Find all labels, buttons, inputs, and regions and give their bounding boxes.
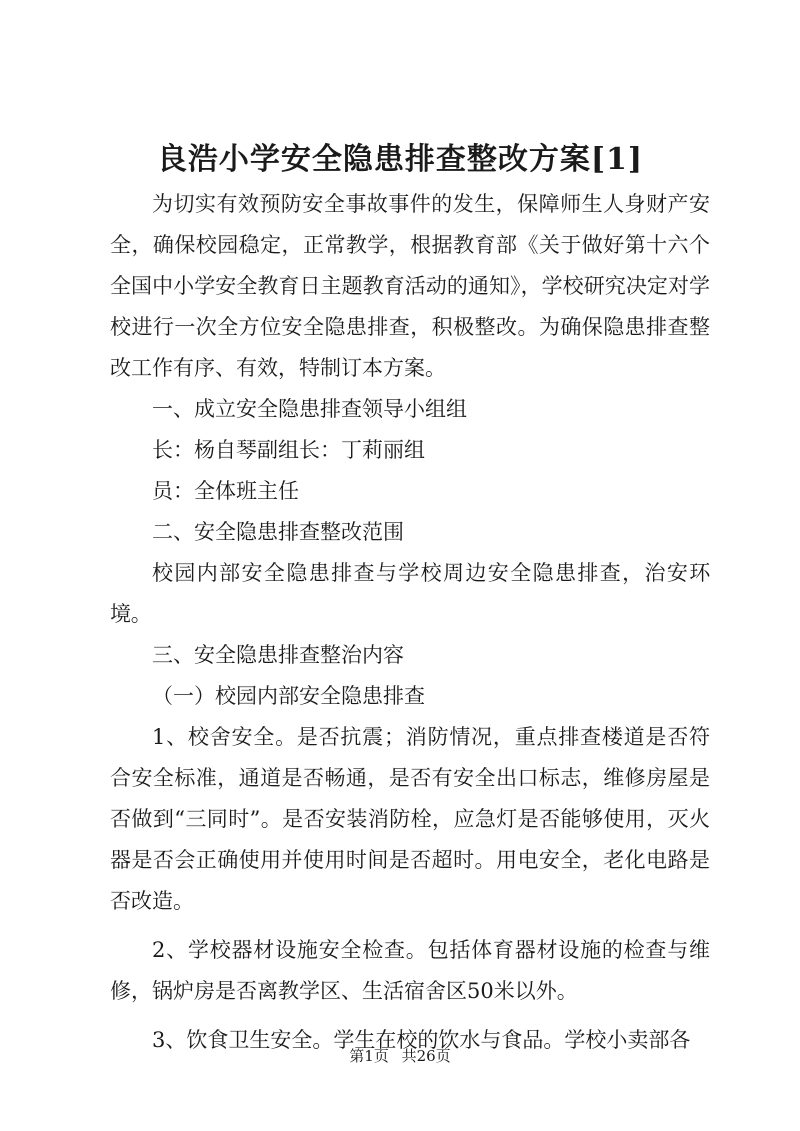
- paragraph-item-2: 2、学校器材设施安全检查。包括体育器材设施的检查与维修，锅炉房是否离教学区、生活宿舍区50米以外。: [110, 938, 710, 1003]
- document-title: 良浩小学安全隐患排查整改方案[1]: [156, 142, 644, 177]
- subsection-heading-1: （一）校园内部安全隐患排查: [152, 684, 425, 708]
- page-footer: [0, 1046, 800, 1066]
- section-heading-1: 一、成立安全隐患排查领导小组组: [152, 397, 467, 421]
- paragraph-intro: 为切实有效预防安全事故事件的发生，保障师生人身财产安全，确保校园稳定，正常教学，根据教育部《关于做好第十六个全国中小学安全教育日主题教育活动的通知》，学校研究决定对学校进行一次全方位安全隐患排查，积极整改。为确保隐患排查整改工作有序、有效，特制订本方案。: [110, 192, 710, 380]
- document-body: [110, 184, 710, 1061]
- paragraph-leader: 长：杨自琴副组长：丁莉丽组: [152, 438, 425, 462]
- section-heading-2: 二、安全隐患排查整改范围: [152, 520, 404, 544]
- paragraph-item-3: 3、饮食卫生安全。学生在校的饮水与食品。学校小卖部各: [152, 1028, 691, 1052]
- page-total: 共26页: [401, 1047, 451, 1065]
- paragraph-scope: 校园内部安全隐患排查与学校周边安全隐患排查，治安环境。: [110, 561, 710, 626]
- section-heading-3: 三、安全隐患排查整治内容: [152, 643, 404, 667]
- paragraph-item-1: 1、校舍安全。是否抗震；消防情况，重点排查楼道是否符合安全标准，通道是否畅通，是否有安全出口标志，维修房屋是否做到“三同时”。是否安装消防栓，应急灯是否能够使用，灭火器是否会正确使用并使用时间是否超时。用电安全，老化电路是否改造。: [110, 725, 710, 913]
- paragraph-members: 员：全体班主任: [152, 479, 299, 503]
- page-number: 第1页: [349, 1047, 389, 1065]
